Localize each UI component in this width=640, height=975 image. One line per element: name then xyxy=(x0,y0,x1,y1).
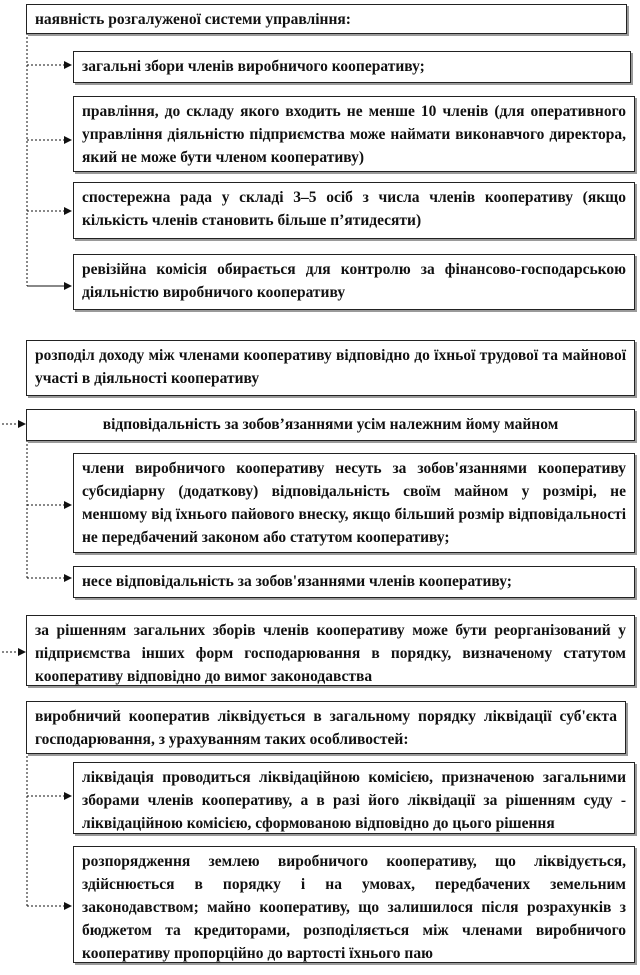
arrow-head xyxy=(18,648,26,656)
audit-commission-box: ревізійна комісія обирається для контролю за фінансово-господарською діяльністю виробничого кооперативу xyxy=(73,254,635,310)
arrow-head xyxy=(64,792,72,800)
arrow-head xyxy=(64,501,72,509)
general-meeting-box: загальні збори членів виробничого кооперативу; xyxy=(73,51,631,83)
board-box: правління, до складу якого входить не менше 10 членів (для оперативного управління діяльністю підприємства може наймати виконавчого директора, який не може бути членом кооперативу) xyxy=(73,96,635,172)
arrow-head xyxy=(64,207,72,215)
arrow-head xyxy=(64,902,72,910)
arrow-head xyxy=(64,282,72,290)
income-distribution-box: розподіл доходу між членами кооперативу відповідно до їхньої трудової та майнової участі в діяльності кооперативу xyxy=(26,340,635,396)
arrow-head xyxy=(64,574,72,582)
liability-header: відповідальність за зобов’язаннями усім належним йому майном xyxy=(26,409,635,441)
liquidation-commission-box: ліквідація проводиться ліквідаційною комісією, призначеною загальними зборами членів кооперативу, а в разі його ліквідації за рішенням суду - ліквідаційною комісією, сформованою відповідно до цього рішення xyxy=(73,762,635,834)
land-property-distribution-box: розпорядження землею виробничого кооперативу, що ліквідується, здійснюється в порядку і на умовах, передбачених земельним законодавством; майно кооперативу, що залишилося після розрахунків з бюджетом та кредиторами, розподіляється між членами виробничого кооперативу пропорційно до вартості їхнього паю xyxy=(73,846,635,963)
arrow-head xyxy=(18,420,26,428)
management-system-header: наявність розгалуженої системи управління: xyxy=(26,4,627,34)
liquidation-header: виробничий кооператив ліквідується в загальному порядку ліквідації суб'єкта господарювання, з урахуванням таких особливостей: xyxy=(26,701,626,754)
reorganization-box: за рішенням загальних зборів членів кооперативу може бути реорганізований у підприємства інших форм господарювання в порядку, визначеному статутом кооперативу відповідно до вимог законодавства xyxy=(26,615,635,686)
subsidiary-liability-box: члени виробничого кооперативу несуть за зобов'язаннями кооперативу субсидіарну (додаткову) відповідальність своїм майном у розмірі, не меншому від їхнього пайового внеску, якщо більший розмір відповідальності не передбачений законом або статутом кооперативу; xyxy=(73,453,635,553)
arrow-head xyxy=(64,61,72,69)
supervisory-council-box: спостережна рада у складі 3–5 осіб з числа членів кооперативу (якщо кількість членів становить більше п’ятидесяти) xyxy=(73,182,635,239)
member-obligations-box: несе відповідальність за зобов'язаннями членів кооперативу; xyxy=(73,566,635,598)
arrow-head xyxy=(64,136,72,144)
